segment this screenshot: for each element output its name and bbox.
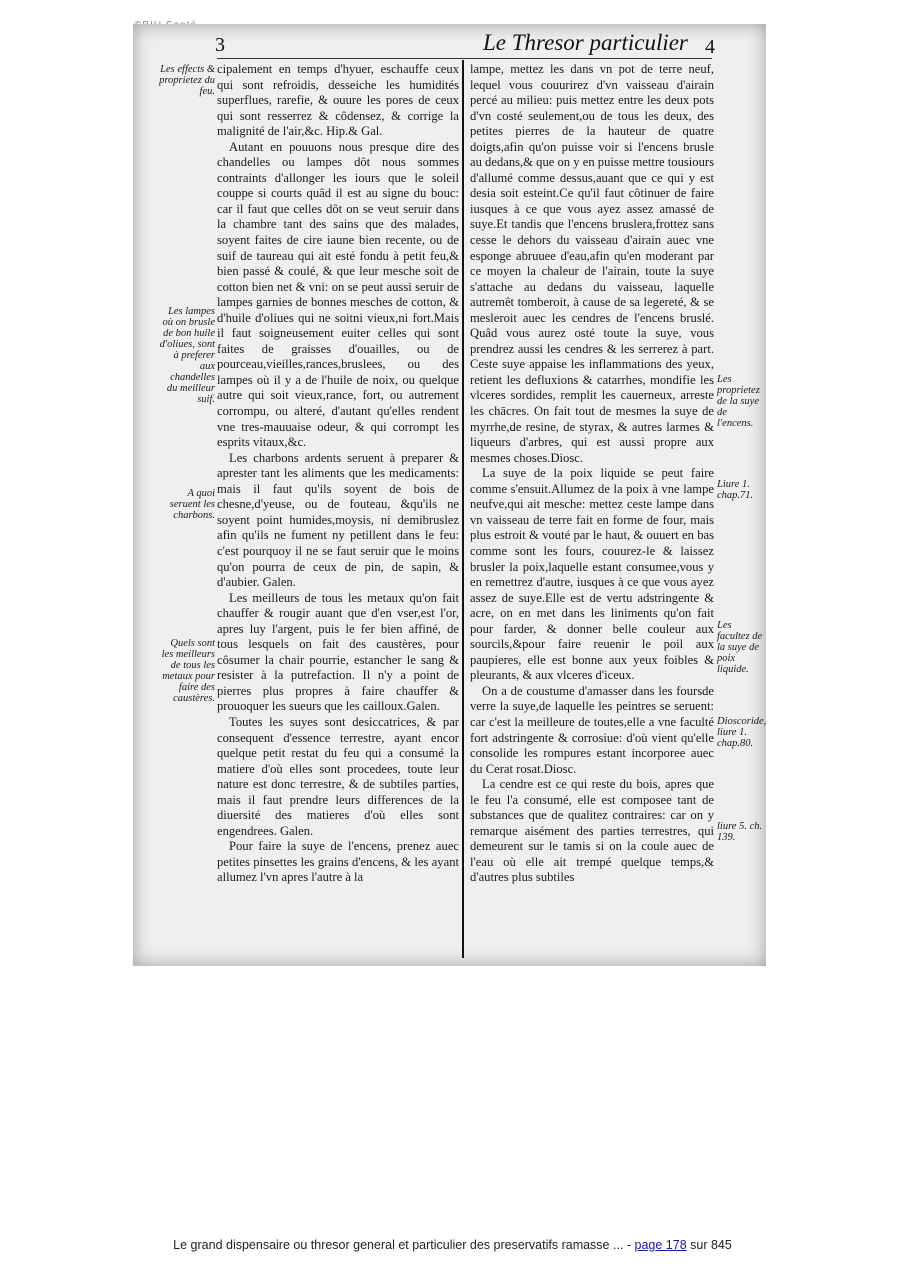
header-rule xyxy=(217,58,712,59)
margin-note: Dioscoride, liure 1. chap.80. xyxy=(717,716,766,749)
footer-total: sur 845 xyxy=(686,1238,732,1252)
page-number-left: 3 xyxy=(215,34,225,56)
margin-note: Les effects & proprietez du feu. xyxy=(159,64,215,97)
margin-note: liure 5. ch. 139. xyxy=(717,821,763,843)
left-column xyxy=(217,62,459,886)
margin-note: Les proprietez de la suye de l'encens. xyxy=(717,374,760,429)
paragraph: Les meilleurs de tous les metaux qu'on fait chauffer & rougir auant que d'en vser,est l'or, apres luy l'argent, puis le fer bien affiné, de tous lesquels on fait des caustères, pour côsumer la chair pourrie, estancher le sang & resister à la putrefaction. Il n'y a point de pierres plus propres à faire chauffer & prouoquer les sueurs que les cailloux.Galen. xyxy=(217,590,459,714)
paragraph: cipalement en temps d'hyuer, eschauffe ceux qui sont refroidis, desseiche les humidités superflues, rarefie, & ouure les pores de ceux qui sont resserrez & côdensez, & corrige la malignité de l'air,&c. Hip.& Gal. xyxy=(217,62,459,139)
paragraph: La cendre est ce qui reste du bois, apres que le feu l'a consumé, elle est composee tant de substances que de qualitez contraires: car on y remarque aisément des parties terrestres, qui demeurent sur le tamis si on la coule auec de l'eau où elle ait trempé quelque temps,& d'autres plus subtiles xyxy=(470,777,714,885)
scanned-page xyxy=(133,24,766,966)
page-footer xyxy=(0,1238,905,1252)
page-link[interactable]: page 178 xyxy=(634,1238,687,1252)
page-number-right: 4 xyxy=(705,36,715,58)
column-divider xyxy=(462,60,464,958)
paragraph: On a de coustume d'amasser dans les foursde verre la suye,de laquelle les peintres se seruent: car c'est la meilleure de toutes,elle a vne faculté fort adstringente & corrosiue: d'où vient qu'elle consolide les rompures estant incorporee auec du Cerat rosat.Diosc. xyxy=(470,683,714,776)
paragraph: Les charbons ardents seruent à preparer & aprester tant les aliments que les medicaments: mais il faut qu'ils soyent de bois de chesne,d'yeuse, ou de fouteau, &qu'ils ne soyent point humides,moysis, ni demibruslez afin qu'ils ne fument ny petillent dans le feu: c'est pourquoy il ne se faut seruir que le moins qu'on pourra de ceux de pin, de sapin, & d'aubier. Galen. xyxy=(217,450,459,590)
margin-note: Les lampes où on brusle de bon huile d'oliues, sont à preferer aux chandelles du meilleur suif. xyxy=(159,306,215,405)
margin-note: Quels sont les meilleurs de tous les metaux pour faire des caustères. xyxy=(161,638,215,704)
paragraph: lampe, mettez les dans vn pot de terre neuf, lequel vous couurirez d'vn vaisseau d'airain percé au milieu: puis mettez entre les deux pots d'vn costé seulement,ou de tous les deux, des petites pierres de la hauteur de quatre doigts,afin qu'on puisse voir si l'encens brusle au dedans,& que on y en puisse mettre tousiours d'allumé comme dessus,auant que ce qui y est desia soit esteint.Ce qu'il faut côtinuer de faire iusques à ce que vous ayez assez amassé de suye.Et tandis que l'encens bruslera,frottez sans cesse le dehors du vaisseau d'airain auec vne esponge abruuee d'eau,afin qu'en moderant par ce moyen la chaleur de l'airain, toute la suye s'attache au dedans du vaisseau, laquelle autremêt tomberoit, à cause de sa legereté, & se mesleroit auec les cendres de l'encens bruslé. Quâd vous aurez osté toute la suye, vous prendrez aussi les cendres & les serrerez à part. Ceste suye appaise les inflammations des yeux, retient les defluxions & catarrhes, mondifie les vlceres sordides, remplit les cauerneux, arreste les chācres. On fait tout de mesmes la suye de myrrhe,de resine, de styrax, & autres larmes & liqueurs d'arbres, qui est aussi propre aux mesmes choses.Diosc. xyxy=(470,62,714,465)
margin-note: Les facultez de la suye de poix liquide. xyxy=(717,620,763,675)
paragraph: Toutes les suyes sont desiccatrices, & par consequent d'essence terrestre, ayant encor quelque petit restat du feu qui a consumé la matiere d'où elles sont procedees, toute leur nature est donc terrestre, & de subtiles parties, mais il faut prendre leurs differences de la diuersité des matieres d'où elles sont engendrees. Galen. xyxy=(217,714,459,838)
paragraph: Pour faire la suye de l'encens, prenez auec petites pinsettes les grains d'encens, & les ayant allumez l'vn apres l'autre à la xyxy=(217,839,459,885)
paragraph: La suye de la poix liquide se peut faire comme s'ensuit.Allumez de la poix à vne lampe neufve,qui ait mesche: mettez ceste lampe dans vn vaisseau de terre fait en forme de four, mais plus estroit & vouté par le haut, & ouuert en bas comme sont les fours, couurez-le & laissez brusler la poix,laquelle estant consumee,vous y en remettrez d'autre, iusques à ce que vous ayez assez de suye.Elle est de vertu adstringente & acre, on en met dans les liniments qu'on fait pour farder, & donner belle couleur aux sourcils,&pour faire reuenir le poil aux paupieres, elle est bonne aux yeux foibles & pleurants, & aux vlceres d'iceux. xyxy=(470,466,714,683)
right-column xyxy=(470,62,714,886)
paragraph: Autant en pouuons nous presque dire des chandelles ou lampes dôt nous sommes contraints d'allonger les iours que le soleil couppe si courts quâd il est au signe du bouc: car il faut que celles dôt on se veut seruir dans la chambre tant des sains que des malades, soyent faites de cire iaune bien recente, ou de suif de taureau qui ait esté fondu à petit feu,& bien passé & coulé, & que leur mesche soit de cotton bien net & vni: on se peut aussi seruir de lampes garnies de bonnes mesches de cotton, & d'huile d'oliues qui ne soitni vieux,ni fort.Mais il faut soigneusement euiter celles qui sont faites de graisses d'ouailles, ou de pourceau,vieilles,rances,bruslees, ou des lampes où il y a de l'huile de noix, ou quelque autre qui soit vieux,rance, fort, ou autrement corrompu, ou alteré, d'autant qu'elles rendent vne tres-mauuaise odeur, & qui corrompt les esprits vitaux,&c. xyxy=(217,139,459,450)
running-title: Le Thresor particulier xyxy=(483,30,688,55)
margin-note: A quoi seruent les charbons. xyxy=(169,488,215,521)
margin-note: Liure 1. chap.71. xyxy=(717,479,754,501)
footer-title: Le grand dispensaire ou thresor general et particulier des preservatifs ramasse ... - xyxy=(173,1238,635,1252)
